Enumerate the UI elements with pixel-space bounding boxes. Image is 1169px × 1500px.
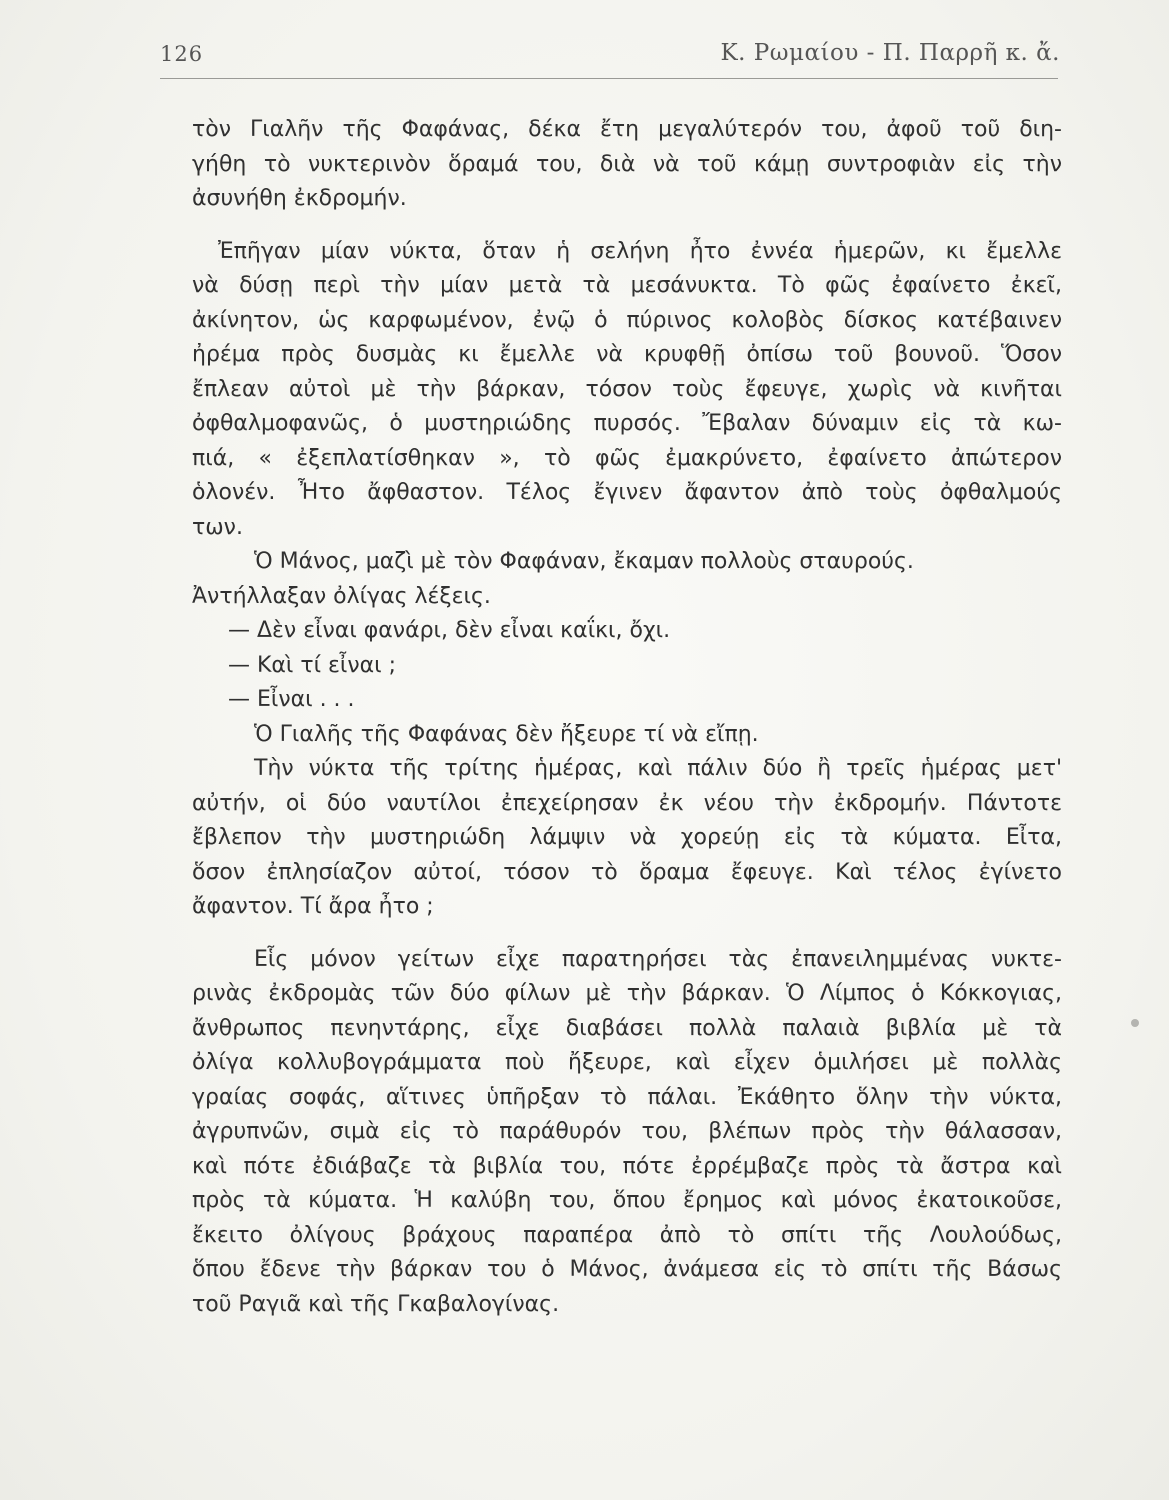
text-line: πιά, « ἐξεπλατίσθηκαν », τὸ φῶς ἐμακρύνετο, ἐφαίνετο ἀπώτερον <box>192 445 1062 471</box>
paragraph-gap <box>192 217 1062 235</box>
text-line: Ἀντήλλαξαν ὀλίγας λέξεις. <box>192 583 491 609</box>
text-line: τοῦ Ραγιᾶ καὶ τῆς Γκαβαλογίνας. <box>192 1291 560 1317</box>
margin-speck <box>1131 1019 1139 1027</box>
text-line: γραίας σοφάς, αἵτινες ὑπῆρξαν τὸ πάλαι. Ἐκάθητο ὅλην τὴν νύκτα, <box>192 1084 1062 1110</box>
text-line: Εἷς μόνον γείτων εἶχε παρατηρήσει τὰς ἐπανειλημμένας νυκτε- <box>254 946 1062 972</box>
text-line: ὁλονέν. Ἦτο ἄφθαστον. Τέλος ἔγινεν ἄφαντον ἀπὸ τοὺς ὀφθαλμούς <box>192 480 1062 505</box>
page-number: 126 <box>160 42 204 66</box>
text-line: ὀφθαλμοφανῶς, ὁ μυστηριώδης πυρσός. Ἔβαλαν δύναμιν εἰς τὰ κω- <box>192 411 1062 436</box>
text-line: νὰ δύσῃ περὶ τὴν μίαν μετὰ τὰ μεσάνυκτα. Τὸ φῶς ἐφαίνετο ἐκεῖ, <box>192 273 1062 298</box>
text-line: αὐτήν, οἱ δύο ναυτίλοι ἐπεχείρησαν ἐκ νέου τὴν ἐκδρομήν. Πάντοτε <box>192 790 1062 816</box>
text-line: ἔβλεπον τὴν μυστηριώδη λάμψιν νὰ χορεύῃ εἰς τὰ κύματα. Εἶτα, <box>192 825 1062 850</box>
dialogue-line: — Εἶναι . . . <box>228 687 355 712</box>
text-line: ὀλίγα κολλυβογράμματα ποὺ ἤξευρε, καὶ εἶχεν ὁμιλήσει μὲ πολλὰς <box>192 1050 1062 1075</box>
text-line: πρὸς τὰ κύματα. Ἡ καλύβη του, ὅπου ἔρημος καὶ μόνος ἐκατοικοῦσε, <box>192 1188 1062 1213</box>
text-line: γήθη τὸ νυκτερινὸν ὅραμά του, διὰ νὰ τοῦ κάμῃ συντροφιὰν εἰς τὴν <box>192 151 1062 177</box>
header-rule <box>160 78 1058 79</box>
text-line: τὸν Γιαλῆν τῆς Φαφάνας, δέκα ἔτη μεγαλύτερόν του, ἀφοῦ τοῦ διη- <box>192 117 1062 142</box>
text-line: ὅσον ἐπλησίαζον αὐτοί, τόσον τὸ ὅραμα ἔφευγε. Καὶ τέλος ἐγίνετο <box>192 859 1062 885</box>
text-line: ὅπου ἔδενε τὴν βάρκαν του ὁ Μάνος, ἀνάμεσα εἰς τὸ σπίτι τῆς Βάσως <box>192 1257 1062 1282</box>
text-line: ρινὰς ἐκδρομὰς τῶν δύο φίλων μὲ τὴν βάρκαν. Ὁ Λίμπος ὁ Κόκκογιας, <box>192 981 1062 1006</box>
text-line: ἀκίνητον, ὡς καρφωμένον, ἐνῷ ὁ πύρινος κολοβὸς δίσκος κατέβαινεν <box>192 307 1062 333</box>
text-line: ἔκειτο ὀλίγους βράχους παραπέρα ἀπὸ τὸ σπίτι τῆς Λουλούδως, <box>192 1222 1062 1248</box>
text-line: των. <box>192 514 243 540</box>
text-line: ἀσυνήθη ἐκδρομήν. <box>192 186 407 211</box>
dialogue-line: — Καὶ τί εἶναι ; <box>228 652 397 678</box>
text-line: ἄφαντον. Τί ἄρα ἦτο ; <box>192 894 434 919</box>
paragraph-gap <box>192 925 1062 943</box>
text-line: ἠρέμα πρὸς δυσμὰς κι ἔμελλε νὰ κρυφθῇ ὀπίσω τοῦ βουνοῦ. Ὅσον <box>192 342 1062 367</box>
text-line: Ἐπῆγαν μίαν νύκτα, ὅταν ἡ σελήνη ἦτο ἐννέα ἡμερῶν, κι ἔμελλε <box>218 238 1062 264</box>
text-line: ἔπλεαν αὐτοὶ μὲ τὴν βάρκαν, τόσον τοὺς ἔφευγε, χωρὶς νὰ κινῆται <box>192 376 1062 402</box>
text-line: Ὁ Μάνος, μαζὶ μὲ τὸν Φαφάναν, ἔκαμαν πολλοὺς σταυρούς. <box>254 549 914 574</box>
running-head <box>160 40 1060 72</box>
dialogue-line: — Δὲν εἶναι φανάρι, δὲν εἶναι καΐκι, ὄχι. <box>228 618 671 643</box>
text-line: ἄνθρωπος πενηντάρης, εἶχε διαβάσει πολλὰ παλαιὰ βιβλία μὲ τὰ <box>192 1015 1062 1041</box>
text-line: Ὁ Γιαλῆς τῆς Φαφάνας δὲν ἤξευρε τί νὰ εἴπῃ. <box>254 721 759 747</box>
body-text <box>192 113 1062 1322</box>
text-line: ἀγρυπνῶν, σιμὰ εἰς τὸ παράθυρόν του, βλέπων πρὸς τὴν θάλασσαν, <box>192 1119 1062 1144</box>
text-line: καὶ πότε ἐδιάβαζε τὰ βιβλία του, πότε ἐρρέμβαζε πρὸς τὰ ἄστρα καὶ <box>192 1153 1062 1179</box>
running-head-title: Κ. Ρωμαίου - Π. Παρρῆ κ. ἄ. <box>720 40 1060 66</box>
text-line: Τὴν νύκτα τῆς τρίτης ἡμέρας, καὶ πάλιν δύο ἢ τρεῖς ἡμέρας μετ' <box>254 756 1062 781</box>
